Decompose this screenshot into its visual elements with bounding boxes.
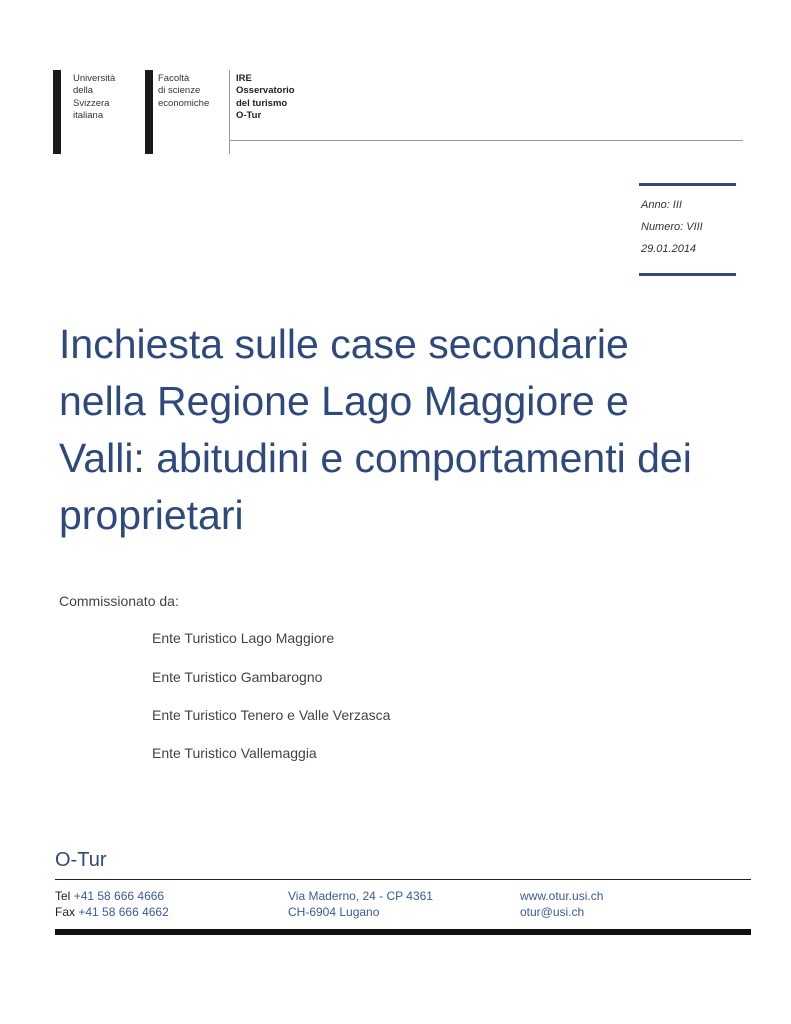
footer-address — [288, 888, 433, 920]
fax-number: +41 58 666 4662 — [78, 905, 169, 919]
footer-bottom-bar — [55, 929, 751, 935]
issue-date: 29.01.2014 — [641, 243, 697, 255]
footer-brand: O-Tur — [55, 849, 107, 871]
client-item: Ente Turistico Lago Maggiore — [152, 630, 335, 646]
email-link[interactable]: otur@usi.ch — [520, 905, 585, 919]
issue-number: Numero: VIII — [641, 221, 703, 233]
document-title: Inchiesta sulle case secondarie nella Regione Lago Maggiore e Valli: abitudini e comportamenti dei proprietari — [59, 321, 692, 538]
client-item: Ente Turistico Tenero e Valle Verzasca — [152, 707, 391, 723]
address-line-1: Via Maderno, 24 - CP 4361 — [288, 889, 433, 903]
commissioned-label: Commissionato da: — [59, 593, 179, 609]
client-item: Ente Turistico Vallemaggia — [152, 745, 317, 761]
header-rule — [229, 140, 743, 141]
website-link[interactable]: www.otur.usi.ch — [520, 889, 604, 903]
tel-number: +41 58 666 4666 — [73, 889, 165, 903]
footer-rule — [55, 879, 751, 880]
footer-web — [520, 888, 603, 920]
ire-divider — [229, 70, 230, 154]
client-item: Ente Turistico Gambarogno — [152, 669, 323, 685]
tel-label: Tel — [55, 889, 71, 903]
info-top-rule — [639, 183, 736, 186]
faculty-logo-bar — [145, 70, 153, 154]
footer-contact — [55, 888, 169, 920]
usi-logo-text: Università della Svizzera italiana — [73, 73, 116, 121]
usi-logo-bar — [53, 70, 61, 154]
ire-logo-text: IRE Osservatorio del turismo O-Tur — [236, 73, 295, 121]
address-line-2: CH-6904 Lugano — [288, 905, 380, 919]
info-bottom-rule — [639, 273, 736, 276]
issue-year: Anno: III — [641, 199, 682, 211]
faculty-logo-text: Facoltà di scienze economiche — [158, 73, 210, 109]
fax-label: Fax — [55, 905, 76, 919]
